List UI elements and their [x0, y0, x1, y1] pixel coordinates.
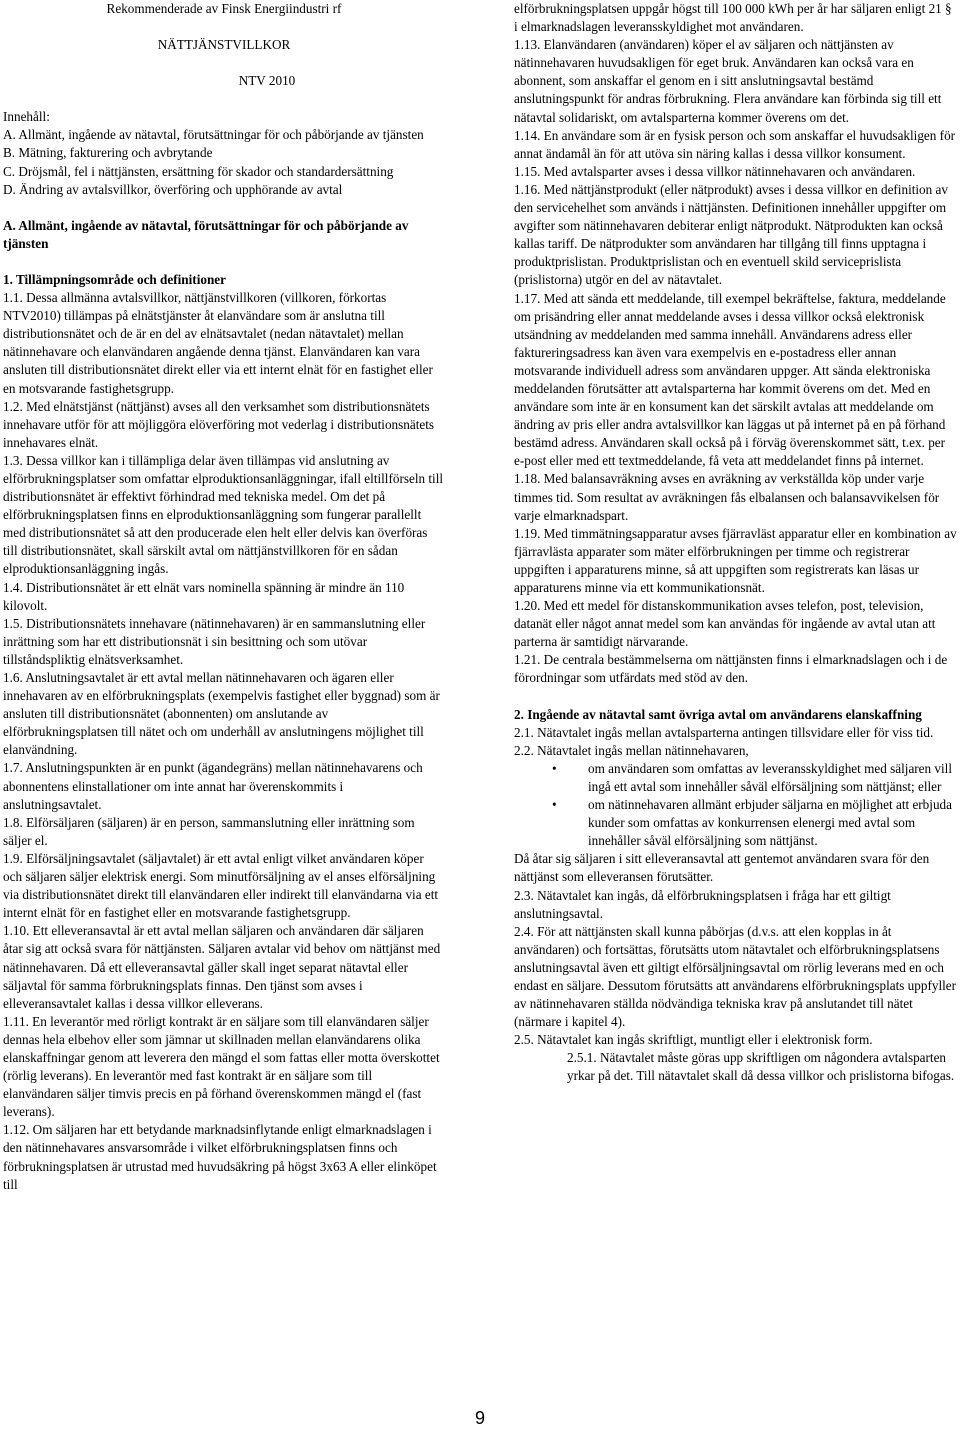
section-1-heading: 1. Tillämpningsområde och definitioner [3, 271, 226, 287]
paragraph: 1.17. Med att sända ett meddelande, till exempel bekräftelse, faktura, meddelande om prisändring eller annat meddelande avses i dessa villkor också elektronisk utsändning av meddelanden med samma innehåll. Användarens adress eller faktureringsadress kan även vara exempelvis en e-postadress eller annan motsvarande individuell adress som användaren uppger. Att sända elektroniska meddelanden förutsätter att avtalsparterna har kommit överens om det. Med en användare som inte är en konsument kan det särskilt avtalas att meddelande om ändring av pris eller andra avtalsvillkor kan läggas ut på internet på en på förhand bestämd adress. Användaren skall också på i förväg överenskommet sätt, t.ex. per e-post eller med ett textmeddelande, få veta att meddelandet finns på internet. [514, 290, 946, 469]
bullet-text: om nätinnehavaren allmänt erbjuder säljarna en möjlighet att erbjuda kunder som omfattas av konkurrensen elenergi med avtal som innehåller såväl elförsäljning som nättjänst. [588, 797, 952, 849]
paragraph: 1.12. Om säljaren har ett betydande marknadsinflytande enligt elmarknadslagen i den nätinnehavares ansvarsområde i vilket elförbrukningsplatsen finns och förbrukningsplatsen är utrustad med huvudsäkring på högst 3x63 A eller elinköpet till [3, 1122, 437, 1192]
paragraph: 1.18. Med balansavräkning avses en avräkning av verkställda köp under varje timmes tid. Som resultat av avräkningen fås elbalansen och balansavvikelsen för varje elmarknadspart. [514, 471, 940, 523]
document-title: NÄTTJÄNSTVILLKOR [157, 37, 291, 53]
toc-item: A. Allmänt, ingående av nätavtal, förutsättningar för och påbörjande av tjänsten [3, 127, 424, 143]
toc-item: B. Mätning, fakturering och avbrytande [3, 145, 213, 161]
paragraph: 1.20. Med ett medel för distanskommunikation avses telefon, post, television, datanät eller något annat medel som kan användas för ingående av avtal utan att parterna är samtidigt närvarande. [514, 598, 936, 650]
paragraph: 1.2. Med elnätstjänst (nättjänst) avses all den verksamhet som distributionsnätets innehavare utför för att möjliggöra elöverföring mot vederlag i distributionsnätets innehavares elnät. [3, 398, 435, 450]
paragraph: 1.3. Dessa villkor kan i tillämpliga delar även tillämpas vid anslutning av elförbrukningsplatser som omfattar elproduktionsanläggningar, ifall eltillförseln till distributionsnätet är effektivt förhindrad med tekniska medel. Om det på elförbrukningsplatsen finns en elproduktionsanläggning som fungerar parallellt med distributionsnätet så att den producerade elen helt eller delvis kan överföras till distributionsnätet, skall särskilt avtal om nättjänstvillkoren för en sådan elproduktionsanläggning ingås. [3, 452, 444, 577]
left-column [3, 0, 445, 1194]
toc-item: C. Dröjsmål, fel i nättjänsten, ersättning för skador och standardersättning [3, 163, 394, 179]
toc-heading: Innehåll: [3, 109, 50, 125]
paragraph: 1.9. Elförsäljningsavtalet (säljavtalet) är ett avtal enligt vilket användaren köper och säljaren säljer elektrisk energi. Som minutförsäljning av el anses elförsäljning via distributionsnätet direkt till elanvändaren eller indirekt till elanvändarna via ett internt elnät för en fastighet eller en motsvarande fastighetsgrupp. [3, 850, 439, 921]
paragraph: 1.4. Distributionsnätet är ett elnät vars nominella spänning är mindre än 110 kilovolt. [3, 579, 405, 613]
toc-item: D. Ändring av avtalsvillkor, överföring och upphörande av avtal [3, 181, 343, 197]
paragraph: 1.19. Med timmätningsapparatur avses fjärravläst apparatur eller en kombination av fjärravlästa apparater som mäter elförbrukningen per timme och registrerar uppgiften i apparaturens minne, så att uppgiften som registrerats kan läsas ur apparaturens minne via ett kommunikationsnät. [514, 525, 957, 595]
paragraph: 1.16. Med nättjänstprodukt (eller nätprodukt) avses i dessa villkor en definition av den servicehelhet som används i nättjänsten. Definitionen innehåller uppgifter om avgifter som nätinnehavaren debiterar enligt nätprodukt. Nätprodukten kan också kallas tariff. De nätprodukter som användaren har tillgång till finns upptagna i produktprislistan. Produktprislistan och en eventuell skild serviceprislista (prislistorna) utgör en del av nätavtalet. [514, 181, 948, 288]
bullet-icon: • [552, 760, 557, 776]
right-paragraphs [514, 0, 957, 688]
toc-list [3, 126, 445, 198]
page-number: 9 [474, 1408, 485, 1428]
recommended-by: Rekommenderade av Finsk Energiindustri rf [106, 1, 342, 16]
paragraph: 1.13. Elanvändaren (användaren) köper el av säljaren och nättjänsten av nätinnehavaren huvudsakligen för eget bruk. Användaren kan också vara en abonnent, som anskaffar el genom en i sitt anslutningsavtal bestämd anslutningspunkt för andras förbrukning. Flera användare kan förbinda sig till ett nätavtal solidariskt, om avtalsparterna kommer överens om det. [514, 37, 942, 125]
paragraph-2-3: 2.3. Nätavtalet kan ingås, då elförbrukningsplatsen i fråga har ett giltigt anslutningsavtal. [514, 887, 891, 921]
paragraph: 1.5. Distributionsnätets innehavare (nätinnehavaren) är en sammanslutning eller inrättning som har ett distributionsnät i sin besittning och som utövar tillståndspliktig elnätsverksamhet. [3, 615, 426, 667]
paragraph: 1.1. Dessa allmänna avtalsvillkor, nättjänstvillkoren (villkoren, förkortas NTV2010) tillämpas på elnätstjänster åt elanvändare som är anslutna till distributionsnätet och de är en del av elnätsavtalet (nedan nätavtalet) mellan nätinnehavare och elanvändaren angående denna tjänst. Elanvändaren kan vara ansluten till distributionsnätet direkt eller via ett internt elnät för en fastighet eller en motsvarande fastighetsgrupp. [3, 290, 433, 396]
paragraph: 1.6. Anslutningsavtalet är ett avtal mellan nätinnehavaren och ägaren eller innehavaren av en elförbrukningsplats (exempelvis fastighet eller byggnad) som är ansluten till distributionsnätet (abonnenten) om anslutande av elförbrukningsplatsen till nätet och om underhåll av anslutningens möjlighet till elanvändning. [3, 670, 440, 758]
paragraph: 1.7. Anslutningspunkten är en punkt (ägandegräns) mellan nätinnehavarens och abonnentens elinstallationer om inte annat har överenskommits i anslutningsavtalet. [3, 760, 423, 812]
paragraph-2-5-1: 2.5.1. Nätavtalet måste göras upp skriftligen om någondera avtalsparten yrkar på det. Till nätavtalet skall då dessa villkor och prislistorna bifogas. [567, 1050, 955, 1084]
bullet-item [514, 760, 957, 796]
section-a-heading: A. Allmänt, ingående av nätavtal, förutsättningar för och påbörjande av tjänsten [3, 217, 409, 251]
paragraph-2-4: 2.4. För att nättjänsten skall kunna påbörjas (d.v.s. att elen kopplas in åt användaren) och fortsättas, förutsätts utom nätavtalet och elförbrukningsplatsens anslutningsavtal även ett giltigt elförsäljningsavtal om rörlig leverans med en och endast en säljare. Dessutom förutsätts att användarens elförbrukningsplats uppfyller av nätinnehavaren ställda nödvändiga tekniska krav på anslutandet till nätet (närmare i kapitel 4). [514, 923, 957, 1030]
paragraph: 1.10. Ett elleveransavtal är ett avtal mellan säljaren och användaren där säljaren åtar sig att också svara för nättjänsten. Säljaren avtalar vid behov om nättjänst med nätinnehavaren. Då ett elleveransavtal gäller skall inget separat nätavtal eller säljavtal för samma förbrukningsplats finnas. Den tjänst som avses i elleveransavtalet kallas i dessa villkor elleverans. [3, 923, 441, 1011]
bullet-item [514, 796, 957, 850]
paragraph-2-1: 2.1. Nätavtalet ingås mellan avtalsparterna antingen tillsvidare eller för viss tid. [514, 724, 934, 740]
paragraph: 1.8. Elförsäljaren (säljaren) är en person, sammanslutning eller inrättning som säljer el. [3, 814, 415, 848]
paragraph: elförbrukningsplatsen uppgår högst till 100 000 kWh per år har säljaren enligt 21 § i elmarknadslagen leveransskyldighet mot användaren. [514, 1, 952, 35]
left-paragraphs [3, 289, 445, 1194]
paragraph: 1.15. Med avtalsparter avses i dessa villkor nätinnehavaren och användaren. [514, 163, 916, 179]
paragraph-after-bullets: Då åtar sig säljaren i sitt elleveransavtal att gentemot användaren svara för den nättjänst som elleveransen förutsätter. [514, 851, 930, 885]
paragraph: 1.14. En användare som är en fysisk person och som anskaffar el huvudsakligen för annat ändamål än för att utöva sin näring kallas i dessa villkor konsument. [514, 127, 956, 161]
paragraph-2-2: 2.2. Nätavtalet ingås mellan nätinnehavaren, [514, 742, 749, 758]
paragraph: 1.11. En leverantör med rörligt kontrakt är en säljare som till elanvändaren säljer dennas hela elbehov eller som jämnar ut skillnaden mellan elanvändarens olika elanskaffningar genom att leverera den mängd el som fattas eller motta överskottet (rörlig leverans). En leverantör med fast kontrakt är en säljare som till elanvändaren säljer timvis precis en på förhand överenskommen mängd el (fast leverans). [3, 1013, 440, 1120]
section-2-heading: 2. Ingående av nätavtal samt övriga avtal om användarens elanskaffning [514, 706, 922, 722]
bullet-list [514, 760, 957, 850]
bullet-text: om användaren som omfattas av leveransskyldighet med säljaren vill ingå ett avtal som innehåller såväl elförsäljning som nättjänst; eller [588, 760, 953, 794]
right-column [514, 0, 957, 1086]
document-version: NTV 2010 [238, 73, 296, 89]
paragraph: 1.21. De centrala bestämmelserna om nättjänsten finns i elmarknadslagen och i de förordningar som utfärdats med stöd av den. [514, 652, 948, 686]
paragraph-2-5: 2.5. Nätavtalet kan ingås skriftligt, muntligt eller i elektronisk form. [514, 1032, 873, 1048]
bullet-icon: • [552, 797, 557, 813]
